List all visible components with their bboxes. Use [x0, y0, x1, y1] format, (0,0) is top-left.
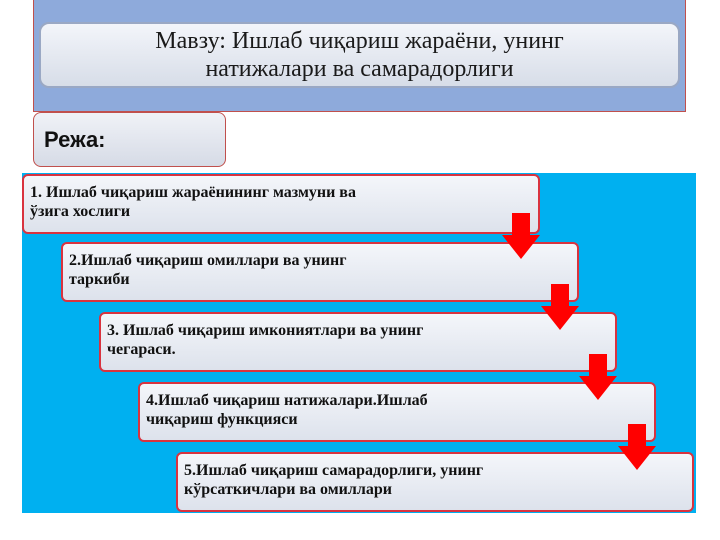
- plan-step-2-line-2: таркиби: [69, 271, 130, 288]
- plan-step-5-line-2: кўрсаткичлари ва омиллари: [184, 481, 392, 498]
- plan-step-2-line-1: 2.Ишлаб чиқариш омиллари ва унинг: [69, 252, 347, 269]
- plan-step-1: [22, 174, 540, 234]
- plan-step-1-line-1: 1. Ишлаб чиқариш жараёнининг мазмуни ва: [30, 184, 356, 201]
- page-title: [39, 22, 680, 88]
- plan-step-3-line-2: чегараси.: [107, 341, 176, 358]
- plan-step-3-line-1: 3. Ишлаб чиқариш имкониятлари ва унинг: [107, 322, 424, 339]
- plan-step-4-line-1: 4.Ишлаб чиқариш натижалари.Ишлаб: [146, 392, 428, 409]
- title-panel: [33, 0, 686, 112]
- plan-label: Режа:: [33, 112, 226, 167]
- plan-step-3: [99, 312, 617, 372]
- title-line-1: Мавзу: Ишлаб чиқариш жараёни, унинг: [155, 28, 564, 54]
- title-line-2: натижалари ва самарадорлиги: [205, 56, 514, 82]
- plan-step-4-line-2: чиқариш функцияси: [146, 411, 298, 428]
- arrow-down-icon: [618, 424, 656, 470]
- plan-step-5-line-1: 5.Ишлаб чиқариш самарадорлиги, унинг: [184, 462, 484, 479]
- plan-step-1-line-2: ўзига хослиги: [30, 203, 131, 220]
- arrow-down-icon: [541, 284, 579, 330]
- plan-step-5: [176, 452, 694, 512]
- arrow-down-icon: [579, 354, 617, 400]
- arrow-down-icon: [502, 213, 540, 259]
